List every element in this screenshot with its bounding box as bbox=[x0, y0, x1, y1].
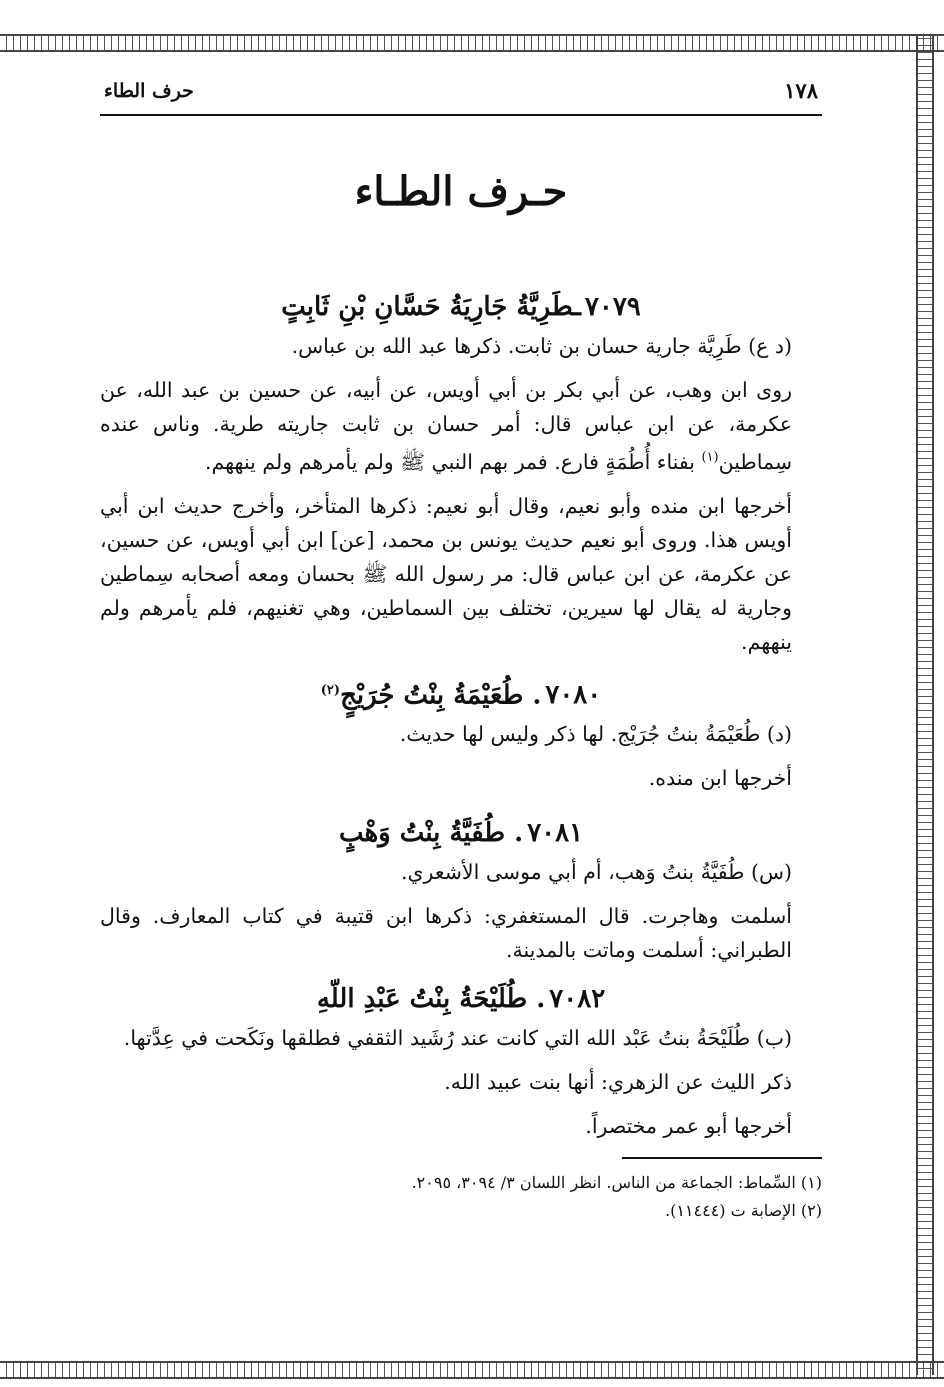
entry-name: . طُفَيَّةُ بِنْتُ وَهْبٍ bbox=[338, 818, 524, 849]
entry-paragraph bbox=[100, 373, 822, 479]
entry-paragraph: أخرجها ابن منده. bbox=[648, 766, 792, 791]
footnote-2: (٢) الإصابة ت (١١٤٤٤). bbox=[664, 1201, 822, 1221]
entry-paragraph: (د) طُعَيْمَةُ بنتُ جُرَيْج. لها ذكر وليس لها حديث. bbox=[399, 722, 792, 747]
entry-title bbox=[100, 285, 822, 329]
entry-number: ٧٠٨١ bbox=[527, 818, 584, 849]
entry-paragraph: أسلمت وهاجرت. قال المستغفري: ذكرها ابن قتيبة في كتاب المعارف. وقال الطبراني: أسلمت وماتت بالمدينة. bbox=[100, 904, 792, 963]
entry-paragraph: (ب) طُلَيْحَةُ بنتُ عَبْد الله التي كانت عند رُشَيد الثقفي فطلقها ونَكَحت في عِدَّتها. bbox=[123, 1026, 792, 1051]
entry-name: . طُلَيْحَةُ بِنْتُ عَبْدِ اللّهِ bbox=[316, 984, 546, 1015]
footnote-marker[interactable]: (٢) bbox=[320, 682, 341, 698]
entry-name: ـطَرِيَّةُ جَارِيَةُ حَسَّانِ بْنِ ثَابِتٍ bbox=[281, 292, 581, 322]
entry-paragraph: ذكر الليث عن الزهري: أنها بنت عبيد الله. bbox=[444, 1070, 792, 1095]
entry-7082 bbox=[100, 977, 822, 1143]
bottom-border-ornament bbox=[0, 1361, 944, 1379]
entry-title bbox=[100, 811, 822, 855]
entry-title bbox=[100, 669, 822, 718]
entry-name: . طُعَيْمَةُ بِنْتُ جُرَيْجٍ bbox=[340, 680, 542, 711]
footnote-1: (١) السِّماط: الجماعة من الناس. انظر اللسان ٣/ ٣٠٩٤، ٢٠٩٥. bbox=[411, 1173, 822, 1193]
entry-paragraph: أخرجها ابن منده وأبو نعيم، وقال أبو نعيم: ذكرها المتأخر، وأخرج حديث ابن أبي أويس هذا. وروى أبو نعيم حديث يونس بن محمد، [عن] ابن أبي أويس، عن حسين، عن عكرمة، عن ابن عباس قال: مر رسول الله ﷺ بحسان ومعه أصحابه سِماطين وجارية له يقال لها سيرين، تختلف بين السماطين، وهي تغنيهم، فلم يأمرهم ولم ينههم. bbox=[100, 493, 792, 654]
entry-7079 bbox=[100, 285, 822, 659]
entry-number: ٧٠٨٢ bbox=[549, 984, 606, 1015]
chapter-title: حـرف الطـاء bbox=[354, 168, 568, 215]
page-number: ١٧٨ bbox=[784, 78, 818, 103]
top-border-ornament bbox=[0, 34, 944, 52]
entry-paragraph: (س) طُفَيَّةُ بنتُ وَهب، أم أبي موسى الأشعري. bbox=[400, 860, 792, 885]
footnotes bbox=[100, 1169, 822, 1225]
entry-title bbox=[100, 977, 822, 1021]
entry-7081 bbox=[100, 811, 822, 967]
entry-number: ٧٠٨٠ bbox=[545, 680, 602, 711]
footnote-divider bbox=[622, 1157, 822, 1159]
entry-paragraph: (د ع) طَرِيَّة جارية حسان بن ثابت. ذكرها عبد الله بن عباس. bbox=[291, 334, 792, 358]
paragraph-text: بفناء أُطُمَةٍ فارع. فمر بهم النبي ﷺ ولم يأمرهم ولم ينههم. bbox=[204, 449, 702, 474]
paragraph-text: روى ابن وهب، عن أبي بكر بن أبي أويس، عن أبيه، عن حسين بن عبد الله، عن عكرمة، عن ابن عباس قال: أمر حسان بن ثابت جاريته طرية. وناس عنده سِماطين bbox=[100, 378, 792, 474]
entry-7080 bbox=[100, 669, 822, 796]
entry-number: ٧٠٧٩ bbox=[584, 292, 641, 322]
running-header bbox=[100, 70, 822, 116]
footnote-marker[interactable]: (١) bbox=[701, 450, 719, 465]
running-section-name: حرف الطاء bbox=[104, 80, 194, 102]
right-border-ornament bbox=[916, 34, 934, 1375]
page-content bbox=[100, 70, 822, 1350]
entry-paragraph: أخرجها أبو عمر مختصراً. bbox=[585, 1114, 792, 1139]
